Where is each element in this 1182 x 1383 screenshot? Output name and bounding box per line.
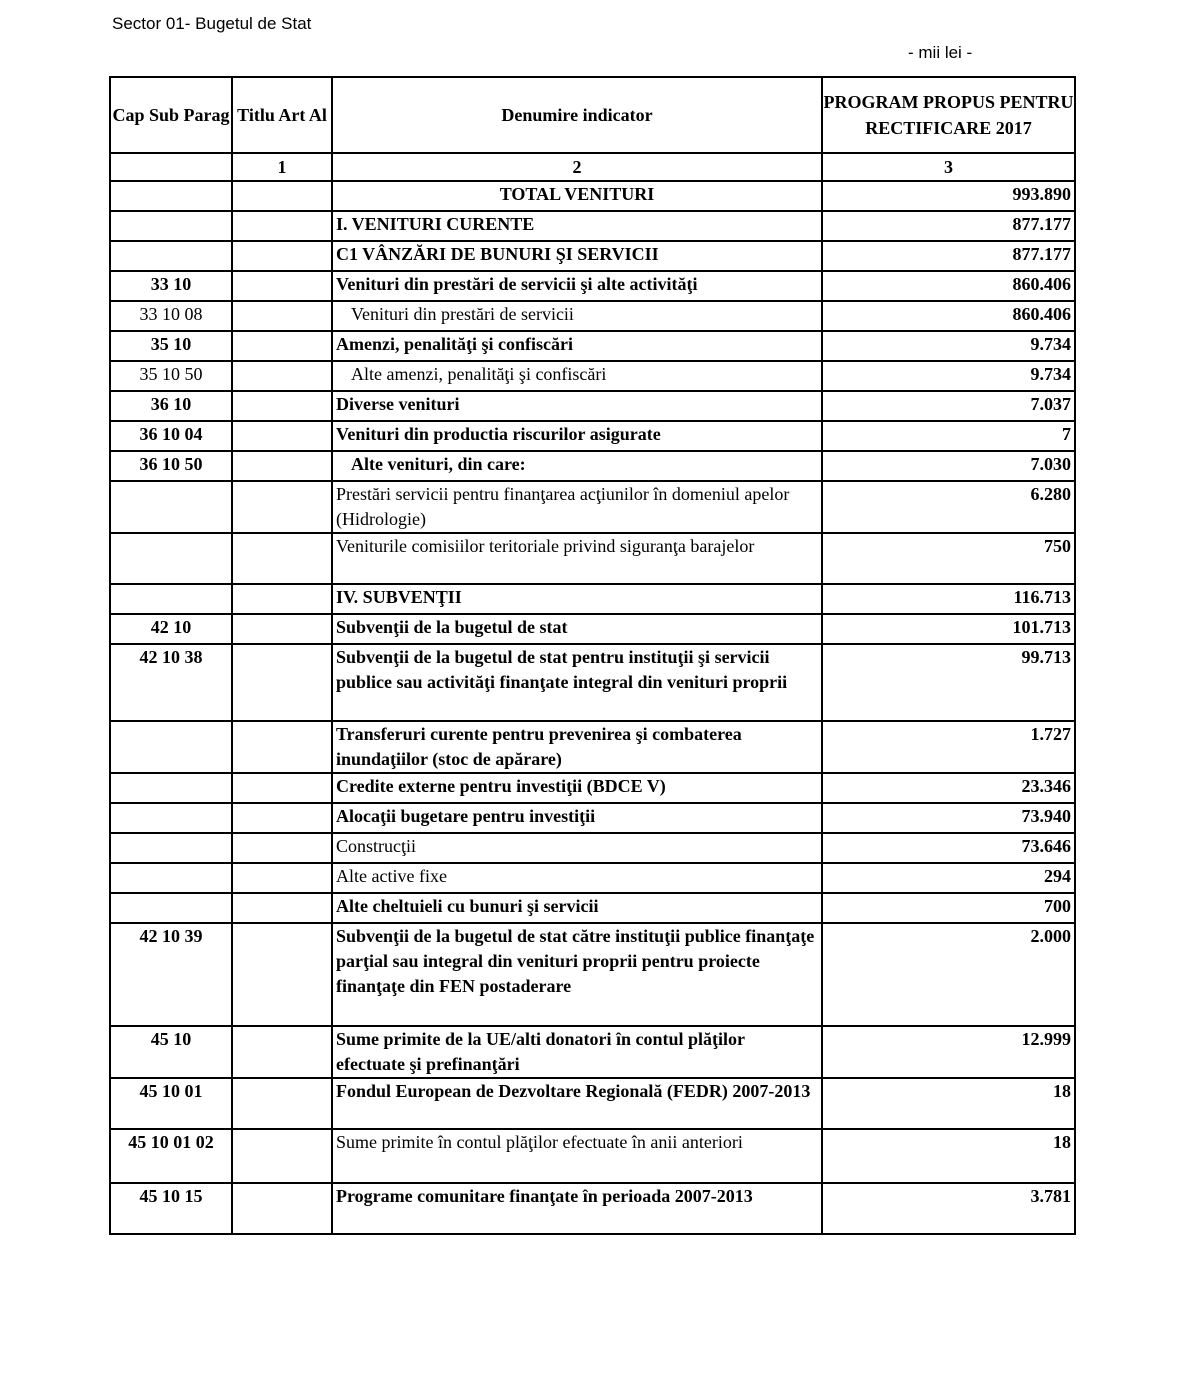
- row-art: [232, 614, 332, 644]
- table-row: [110, 241, 1075, 271]
- row-name: C1 VÂNZĂRI DE BUNURI ŞI SERVICII: [332, 241, 822, 271]
- row-art: [232, 271, 332, 301]
- row-art: [232, 1183, 332, 1234]
- row-value: 73.940: [822, 803, 1075, 833]
- row-code: 42 10: [110, 614, 232, 644]
- row-art: [232, 923, 332, 1026]
- column-number: [110, 153, 232, 181]
- table-row: [110, 421, 1075, 451]
- table-row: [110, 833, 1075, 863]
- row-name: Transferuri curente pentru prevenirea şi combaterea inundaţiilor (stoc de apărare): [332, 721, 822, 773]
- row-code: [110, 211, 232, 241]
- row-art: [232, 533, 332, 584]
- header-cap: Cap Sub Parag: [110, 77, 232, 153]
- row-value: 3.781: [822, 1183, 1075, 1234]
- row-name: IV. SUBVENŢII: [332, 584, 822, 614]
- row-name: Venituri din prestări de servicii: [332, 301, 822, 331]
- row-code: 45 10 01: [110, 1078, 232, 1129]
- row-name: Construcţii: [332, 833, 822, 863]
- budget-table: [109, 76, 1076, 1235]
- row-art: [232, 1078, 332, 1129]
- table-row: [110, 181, 1075, 211]
- row-value: 860.406: [822, 271, 1075, 301]
- row-name: Prestări servicii pentru finanţarea acţiunilor în domeniul apelor (Hidrologie): [332, 481, 822, 533]
- row-name: Diverse venituri: [332, 391, 822, 421]
- row-name: Sume primite de la UE/alti donatori în contul plăţilor efectuate şi prefinanţări: [332, 1026, 822, 1078]
- table-row: [110, 481, 1075, 533]
- row-value: 860.406: [822, 301, 1075, 331]
- row-name: TOTAL VENITURI: [332, 181, 822, 211]
- row-code: 45 10 01 02: [110, 1129, 232, 1183]
- header-program: PROGRAM PROPUS PENTRU RECTIFICARE 2017: [822, 77, 1075, 153]
- row-value: 73.646: [822, 833, 1075, 863]
- row-value: 12.999: [822, 1026, 1075, 1078]
- row-code: [110, 773, 232, 803]
- units-label: - mii lei -: [908, 43, 973, 62]
- row-value: 18: [822, 1078, 1075, 1129]
- row-code: 36 10 04: [110, 421, 232, 451]
- row-name: Veniturile comisiilor teritoriale privind siguranţa barajelor: [332, 533, 822, 584]
- table-row: [110, 451, 1075, 481]
- row-name: Amenzi, penalităţi şi confiscări: [332, 331, 822, 361]
- row-code: [110, 803, 232, 833]
- row-value: 6.280: [822, 481, 1075, 533]
- table-row: [110, 301, 1075, 331]
- row-name: Alte cheltuieli cu bunuri şi servicii: [332, 893, 822, 923]
- row-art: [232, 863, 332, 893]
- row-code: 35 10 50: [110, 361, 232, 391]
- header-denumire: Denumire indicator: [332, 77, 822, 153]
- row-value: 877.177: [822, 211, 1075, 241]
- row-art: [232, 833, 332, 863]
- row-value: 101.713: [822, 614, 1075, 644]
- row-value: 1.727: [822, 721, 1075, 773]
- row-art: [232, 451, 332, 481]
- row-code: 42 10 38: [110, 644, 232, 721]
- row-art: [232, 644, 332, 721]
- row-art: [232, 1026, 332, 1078]
- row-name: Alte active fixe: [332, 863, 822, 893]
- row-art: [232, 803, 332, 833]
- row-name: Subvenţii de la bugetul de stat: [332, 614, 822, 644]
- row-value: 7.030: [822, 451, 1075, 481]
- row-art: [232, 181, 332, 211]
- row-code: 45 10 15: [110, 1183, 232, 1234]
- row-name: I. VENITURI CURENTE: [332, 211, 822, 241]
- table-row: [110, 211, 1075, 241]
- sector-title: Sector 01- Bugetul de Stat: [112, 14, 312, 33]
- row-code: 42 10 39: [110, 923, 232, 1026]
- row-art: [232, 1129, 332, 1183]
- row-art: [232, 773, 332, 803]
- row-value: 9.734: [822, 361, 1075, 391]
- column-number-row: [110, 153, 1075, 181]
- row-art: [232, 331, 332, 361]
- row-value: 294: [822, 863, 1075, 893]
- row-name: Venituri din productia riscurilor asigurate: [332, 421, 822, 451]
- table-row: [110, 1183, 1075, 1234]
- table-row: [110, 803, 1075, 833]
- row-code: 45 10: [110, 1026, 232, 1078]
- column-number: 1: [232, 153, 332, 181]
- table-header-row: [110, 77, 1075, 153]
- row-name: Alte amenzi, penalităţi şi confiscări: [332, 361, 822, 391]
- row-art: [232, 361, 332, 391]
- row-art: [232, 241, 332, 271]
- row-value: 9.734: [822, 331, 1075, 361]
- row-art: [232, 391, 332, 421]
- row-code: [110, 181, 232, 211]
- row-value: 2.000: [822, 923, 1075, 1026]
- row-value: 18: [822, 1129, 1075, 1183]
- row-value: 750: [822, 533, 1075, 584]
- row-code: 35 10: [110, 331, 232, 361]
- table-row: [110, 773, 1075, 803]
- table-row: [110, 391, 1075, 421]
- row-code: 33 10 08: [110, 301, 232, 331]
- row-code: [110, 241, 232, 271]
- header-titlu: Titlu Art Al: [232, 77, 332, 153]
- row-art: [232, 481, 332, 533]
- table-row: [110, 1129, 1075, 1183]
- row-name: Credite externe pentru investiţii (BDCE V): [332, 773, 822, 803]
- row-code: [110, 533, 232, 584]
- row-value: 23.346: [822, 773, 1075, 803]
- row-value: 7.037: [822, 391, 1075, 421]
- row-art: [232, 893, 332, 923]
- row-code: [110, 721, 232, 773]
- row-art: [232, 301, 332, 331]
- row-name: Programe comunitare finanţate în perioada 2007-2013: [332, 1183, 822, 1234]
- row-value: 700: [822, 893, 1075, 923]
- column-number: 3: [822, 153, 1075, 181]
- row-name: Fondul European de Dezvoltare Regională (FEDR) 2007-2013: [332, 1078, 822, 1129]
- table-row: [110, 614, 1075, 644]
- row-name: Sume primite în contul plăţilor efectuate în anii anteriori: [332, 1129, 822, 1183]
- row-code: 33 10: [110, 271, 232, 301]
- row-code: 36 10: [110, 391, 232, 421]
- table-row: [110, 923, 1075, 1026]
- table-row: [110, 584, 1075, 614]
- row-value: 99.713: [822, 644, 1075, 721]
- table-row: [110, 361, 1075, 391]
- table-row: [110, 863, 1075, 893]
- row-value: 993.890: [822, 181, 1075, 211]
- row-name: Alte venituri, din care:: [332, 451, 822, 481]
- row-value: 7: [822, 421, 1075, 451]
- row-code: [110, 893, 232, 923]
- row-name: Venituri din prestări de servicii şi alte activităţi: [332, 271, 822, 301]
- row-name: Alocaţii bugetare pentru investiţii: [332, 803, 822, 833]
- table-row: [110, 1078, 1075, 1129]
- row-art: [232, 211, 332, 241]
- table-row: [110, 271, 1075, 301]
- table-row: [110, 331, 1075, 361]
- table-row: [110, 533, 1075, 584]
- row-value: 116.713: [822, 584, 1075, 614]
- row-value: 877.177: [822, 241, 1075, 271]
- row-name: Subvenţii de la bugetul de stat către instituţii publice finanţaţe parţial sau integral din venituri proprii pentru proiecte finanţaţe din FEN postaderare: [332, 923, 822, 1026]
- row-code: [110, 863, 232, 893]
- row-art: [232, 584, 332, 614]
- row-art: [232, 721, 332, 773]
- row-code: [110, 833, 232, 863]
- table-row: [110, 721, 1075, 773]
- row-art: [232, 421, 332, 451]
- row-code: 36 10 50: [110, 451, 232, 481]
- row-code: [110, 584, 232, 614]
- table-row: [110, 1026, 1075, 1078]
- row-name: Subvenţii de la bugetul de stat pentru instituţii şi servicii publice sau activităţi finanţate integral din venituri proprii: [332, 644, 822, 721]
- table-row: [110, 644, 1075, 721]
- row-code: [110, 481, 232, 533]
- table-row: [110, 893, 1075, 923]
- column-number: 2: [332, 153, 822, 181]
